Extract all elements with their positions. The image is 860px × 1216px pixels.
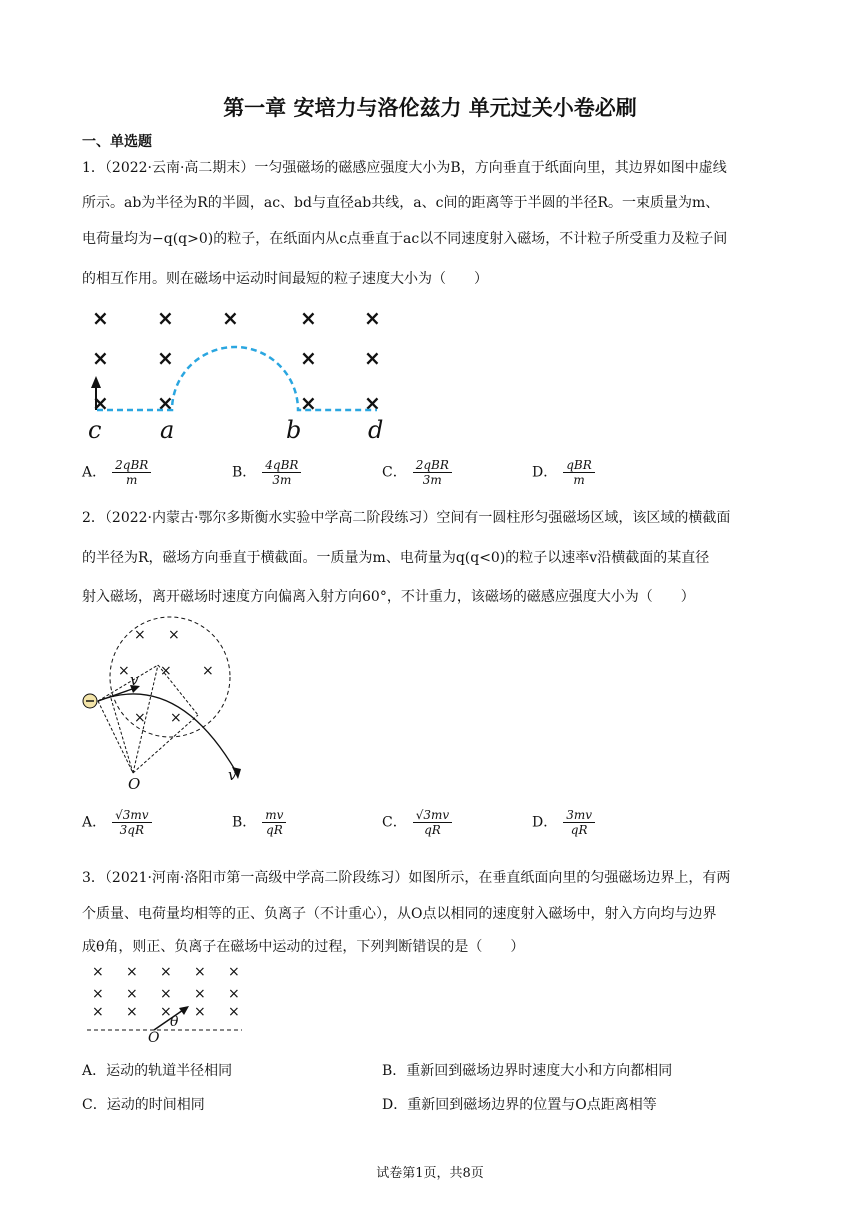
- svg-text:×: ×: [194, 1004, 206, 1020]
- svg-text:×: ×: [202, 663, 214, 679]
- option-d[interactable]: D． $\frac{\text{qBR}}{m}$: [532, 458, 595, 487]
- option-b[interactable]: B． $\frac{\text{4qBR}}{3m}$: [232, 458, 301, 487]
- svg-text:×: ×: [92, 391, 109, 415]
- q3-line: 成θ角，则正、负离子在磁场中运动的过程，下列判断错误的是（ ）: [82, 939, 525, 955]
- page-title: 第一章 安培力与洛伦兹力 单元过关小卷必刷: [223, 96, 637, 120]
- svg-text:×: ×: [92, 1004, 104, 1020]
- svg-text:×: ×: [168, 627, 180, 643]
- trajectory-curve: [98, 694, 238, 775]
- svg-text:×: ×: [194, 964, 206, 980]
- svg-text:×: ×: [300, 306, 317, 330]
- svg-text:×: ×: [194, 986, 206, 1002]
- q1-line: 所示。ab为半径为R的半圆，ac、bd与直径ab共线，a、c间的距离等于半圆的半径R。一束质量为m、: [82, 195, 720, 211]
- svg-text:×: ×: [160, 964, 172, 980]
- label-d: d: [368, 416, 384, 444]
- arrow-head-icon: [91, 376, 101, 388]
- dashed-boundary: [97, 347, 377, 410]
- option-d[interactable]: D．重新回到磁场边界的位置与O点距离相等: [382, 1097, 657, 1113]
- svg-text:×: ×: [126, 964, 138, 980]
- svg-text:×: ×: [134, 627, 146, 643]
- q3-line: 3．（2021·河南·洛阳市第一高级中学高二阶段练习）如图所示，在垂直纸面向里的匀强磁场边界上，有两: [82, 870, 731, 886]
- svg-text:×: ×: [228, 1004, 240, 1020]
- svg-text:×: ×: [300, 391, 317, 415]
- svg-text:×: ×: [300, 346, 317, 370]
- svg-text:×: ×: [160, 1004, 172, 1020]
- q2-line: 射入磁场，离开磁场时速度方向偏离入射方向60°，不计重力，该磁场的磁感应强度大小为（ ）: [82, 589, 695, 605]
- option-a[interactable]: A． $\frac{√3mv}{3qR}$: [82, 808, 152, 837]
- option-a[interactable]: A．运动的轨道半径相同: [82, 1063, 233, 1079]
- option-a[interactable]: A． $\frac{\text{2qBR}}{m}$: [82, 458, 151, 487]
- label-O: O: [148, 1030, 160, 1042]
- q2-figure: [78, 615, 258, 790]
- svg-text:×: ×: [118, 663, 130, 679]
- arrow-head-icon: [179, 1006, 189, 1015]
- svg-text:×: ×: [160, 663, 172, 679]
- svg-text:×: ×: [126, 986, 138, 1002]
- field-crosses: [92, 964, 240, 1020]
- svg-text:×: ×: [92, 346, 109, 370]
- q2-line: 的半径为R，磁场方向垂直于横截面。一质量为m、电荷量为q(q<0)的粒子以速率v沿横截面的某直径: [82, 550, 710, 566]
- label-v-out: v: [228, 766, 237, 784]
- svg-text:×: ×: [170, 710, 182, 726]
- q1-line: 1．（2022·云南·高二期末）一匀强磁场的磁感应强度大小为B，方向垂直于纸面向里，其边界如图中虚线: [82, 160, 727, 176]
- label-theta: θ: [170, 1014, 179, 1030]
- svg-text:×: ×: [157, 306, 174, 330]
- label-O: O: [128, 775, 141, 790]
- svg-text:×: ×: [364, 391, 381, 415]
- section-heading: 一、单选题: [82, 134, 152, 150]
- svg-text:×: ×: [157, 391, 174, 415]
- svg-text:×: ×: [92, 306, 109, 330]
- option-c[interactable]: C．运动的时间相同: [82, 1097, 205, 1113]
- option-b[interactable]: B． $\frac{mv}{qR}$: [232, 808, 286, 837]
- construction-lines: [98, 665, 198, 773]
- option-d[interactable]: D． $\frac{3mv}{qR}$: [532, 808, 595, 837]
- q3-line: 个质量、电荷量均相等的正、负离子（不计重心），从O点以相同的速度射入磁场中，射入方向均与边界: [82, 906, 717, 922]
- page-footer: 试卷第1页，共8页: [376, 1166, 484, 1181]
- label-b: b: [286, 416, 302, 444]
- field-crosses: [92, 306, 381, 415]
- label-a: a: [160, 416, 175, 444]
- label-c: c: [88, 416, 102, 444]
- q1-figure: [82, 300, 402, 445]
- svg-text:×: ×: [222, 306, 239, 330]
- q1-line: 的相互作用。则在磁场中运动时间最短的粒子速度大小为（ ）: [82, 271, 488, 287]
- svg-text:×: ×: [92, 986, 104, 1002]
- q1-line: 电荷量均为−q(q>0)的粒子，在纸面内从c点垂直于ac以不同速度射入磁场，不计粒子所受重力及粒子间: [82, 231, 728, 247]
- svg-text:×: ×: [364, 306, 381, 330]
- svg-text:×: ×: [228, 986, 240, 1002]
- label-v-in: v: [130, 671, 139, 689]
- svg-text:×: ×: [92, 964, 104, 980]
- option-c[interactable]: C． $\frac{\text{2qBR}}{3m}$: [382, 458, 452, 487]
- option-c[interactable]: C． $\frac{√3mv}{qR}$: [382, 808, 452, 837]
- svg-text:×: ×: [157, 346, 174, 370]
- svg-text:×: ×: [160, 986, 172, 1002]
- svg-text:×: ×: [364, 346, 381, 370]
- svg-text:×: ×: [126, 1004, 138, 1020]
- q2-line: 2．（2022·内蒙古·鄂尔多斯衡水实验中学高二阶段练习）空间有一圆柱形匀强磁场区域，该区域的横截面: [82, 510, 731, 526]
- q3-figure: [82, 960, 247, 1042]
- svg-text:×: ×: [228, 964, 240, 980]
- option-b[interactable]: B．重新回到磁场边界时速度大小和方向都相同: [382, 1063, 673, 1079]
- svg-text:×: ×: [134, 710, 146, 726]
